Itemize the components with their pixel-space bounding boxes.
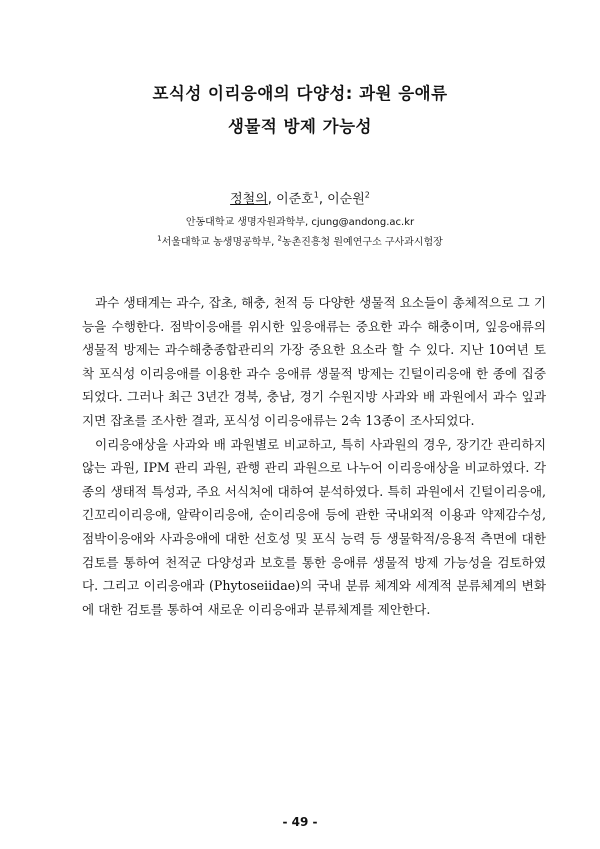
author-list [0,188,600,207]
affiliation-1-mark: 1 [157,234,162,243]
author-3-affiliation-mark: 2 [364,190,370,200]
author-2-affiliation-mark: 1 [313,190,319,200]
author-separator: , [267,192,277,207]
page-number: - 49 - [282,815,318,829]
author-2: 이준호 [276,192,314,207]
affiliation-2-mark: 2 [277,234,282,243]
affiliation-main: 안동대학교 생명자원과학부, cjung@andong.ac.kr [185,217,415,228]
affiliation-2: 농촌진흥청 원예연구소 구사과시험장 [281,237,443,248]
author-3: 이순원 [327,192,365,207]
author-presenter: 정철의 [230,192,268,207]
affiliation-1: 서울대학교 농생명공학부, [161,237,278,248]
abstract-body [82,291,546,621]
title-line-1: 포식성 이리응애의 다양성: 과원 응애류 [152,84,448,103]
author-separator: , [318,192,328,207]
title-line-2: 생물적 방제 가능성 [227,117,372,136]
affiliation-secondary [0,233,600,248]
abstract-paragraph-1: 과수 생태계는 과수, 잡초, 해충, 천적 등 다양한 생물적 요소들이 총체적으로 그 기능을 수행한다. 점박이응애를 위시한 잎응애류는 중요한 과수 해충이며, 잎응애류의 생물적 방제는 과수해충종합관리의 가장 중요한 요소라 할 수 있다. 지난 10여년 토착 포식성 이리응애를 이용한 과수 응애류 생물적 방제는 긴털이리응애 한 종에 집중되었다. 그러나 최근 3년간 경북, 충남, 경기 수원지방 사과와 배 과원에서 과수 잎과 지면 잡초를 조사한 결과, 포식성 이리응애류는 2속 13종이 조사되었다. [82,295,546,428]
abstract-paragraph-2: 이리응애상을 사과와 배 과원별로 비교하고, 특히 사과원의 경우, 장기간 관리하지 않는 과원, IPM 관리 과원, 관행 관리 과원으로 나누어 이리응애상을 비교하였다. 각 종의 생태적 특성과, 주요 서식처에 대하여 분석하였다. 특히 과원에서 긴털이리응애, 긴꼬리이리응애, 알락이리응애, 순이리응애 등에 관한 국내외적 이용과 약제감수성, 점박이응애와 사과응애에 대한 선호성 및 포식 능력 등 생물학적/응용적 측면에 대한 검토를 통하여 천적군 다양성과 보호를 통한 응애류 생물적 방제 가능성을 검토하였다. 그리고 이리응애과 (Phytoseiidae)의 국내 분류 체계와 세계적 분류체계의 변화에 대한 검토를 통하여 새로운 이리응애과 분류체계를 제안한다. [82,436,546,617]
